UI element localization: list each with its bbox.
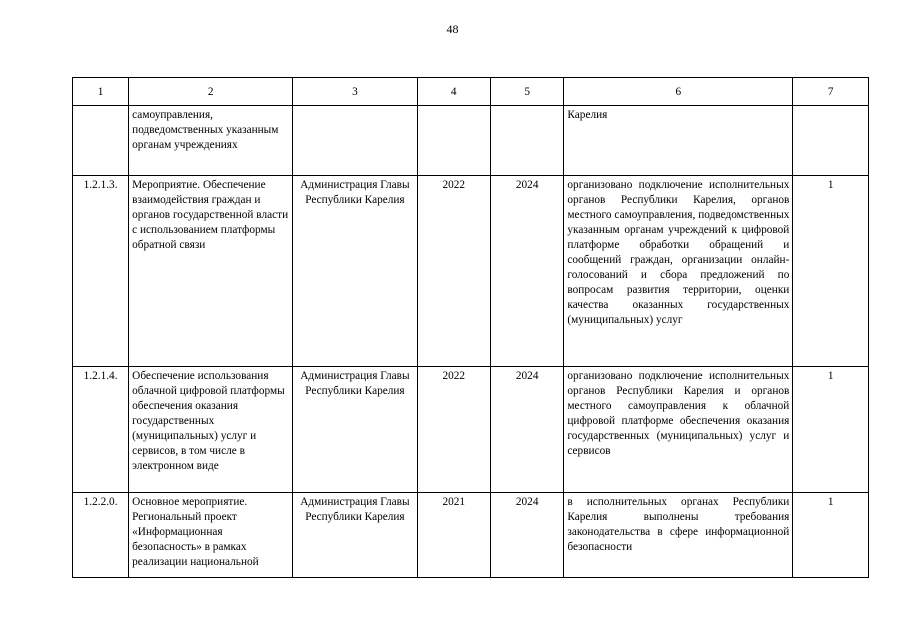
cell-end-year: 2024 (490, 367, 563, 493)
cell-result: в исполнительных органах Республики Карелия выполнены требования законодательства в сфере информационной безопасности (564, 493, 793, 578)
cell-executor: Администрация Главы Республики Карелия (293, 367, 417, 493)
cell-code (73, 106, 129, 176)
header-col-5: 5 (490, 78, 563, 106)
cell-start-year (417, 106, 490, 176)
cell-indicator: 1 (793, 367, 869, 493)
header-col-7: 7 (793, 78, 869, 106)
cell-name: Обеспечение использования облачной цифровой платформы обеспечения оказания государственных (муниципальных) услуг и сервисов, в том числе в электронном виде (129, 367, 293, 493)
header-col-2: 2 (129, 78, 293, 106)
cell-indicator: 1 (793, 176, 869, 367)
header-col-6: 6 (564, 78, 793, 106)
cell-name: Основное мероприятие. Региональный проект «Информационная безопасность» в рамках реализации национальной (129, 493, 293, 578)
header-row (73, 78, 869, 106)
header-col-3: 3 (293, 78, 417, 106)
cell-code: 1.2.1.4. (73, 367, 129, 493)
table-header (73, 78, 869, 106)
header-col-4: 4 (417, 78, 490, 106)
cell-end-year: 2024 (490, 176, 563, 367)
cell-executor: Администрация Главы Республики Карелия (293, 176, 417, 367)
cell-end-year: 2024 (490, 493, 563, 578)
cell-start-year: 2022 (417, 367, 490, 493)
cell-start-year: 2021 (417, 493, 490, 578)
table-row (73, 493, 869, 578)
measures-table (72, 77, 869, 578)
table-row (73, 106, 869, 176)
cell-result: организовано подключение исполнительных органов Республики Карелия и органов местного самоуправления к облачной цифровой платформе обеспечения оказания государственных (муниципальных) услуг и сервисов (564, 367, 793, 493)
table-row (73, 176, 869, 367)
cell-executor (293, 106, 417, 176)
table-row (73, 367, 869, 493)
cell-code: 1.2.1.3. (73, 176, 129, 367)
cell-name: Мероприятие. Обеспечение взаимодействия граждан и органов государственной власти с использованием платформы обратной связи (129, 176, 293, 367)
cell-result: организовано подключение исполнительных органов Республики Карелия, органов местного самоуправления, подведомственных указанным органам учреждений к цифровой платформе обработки обращений и сообщений граждан, организации онлайн-голосований и сбора предложений по вопросам развития территории, оценки качества оказанных государственных (муниципальных) услуг (564, 176, 793, 367)
page-number: 48 (446, 22, 459, 36)
cell-code: 1.2.2.0. (73, 493, 129, 578)
cell-indicator (793, 106, 869, 176)
cell-executor: Администрация Главы Республики Карелия (293, 493, 417, 578)
header-col-1: 1 (73, 78, 129, 106)
cell-start-year: 2022 (417, 176, 490, 367)
table-body (73, 106, 869, 578)
cell-indicator: 1 (793, 493, 869, 578)
cell-end-year (490, 106, 563, 176)
cell-name: самоуправления, подведомственных указанным органам учреждениях (129, 106, 293, 176)
cell-result: Карелия (564, 106, 793, 176)
